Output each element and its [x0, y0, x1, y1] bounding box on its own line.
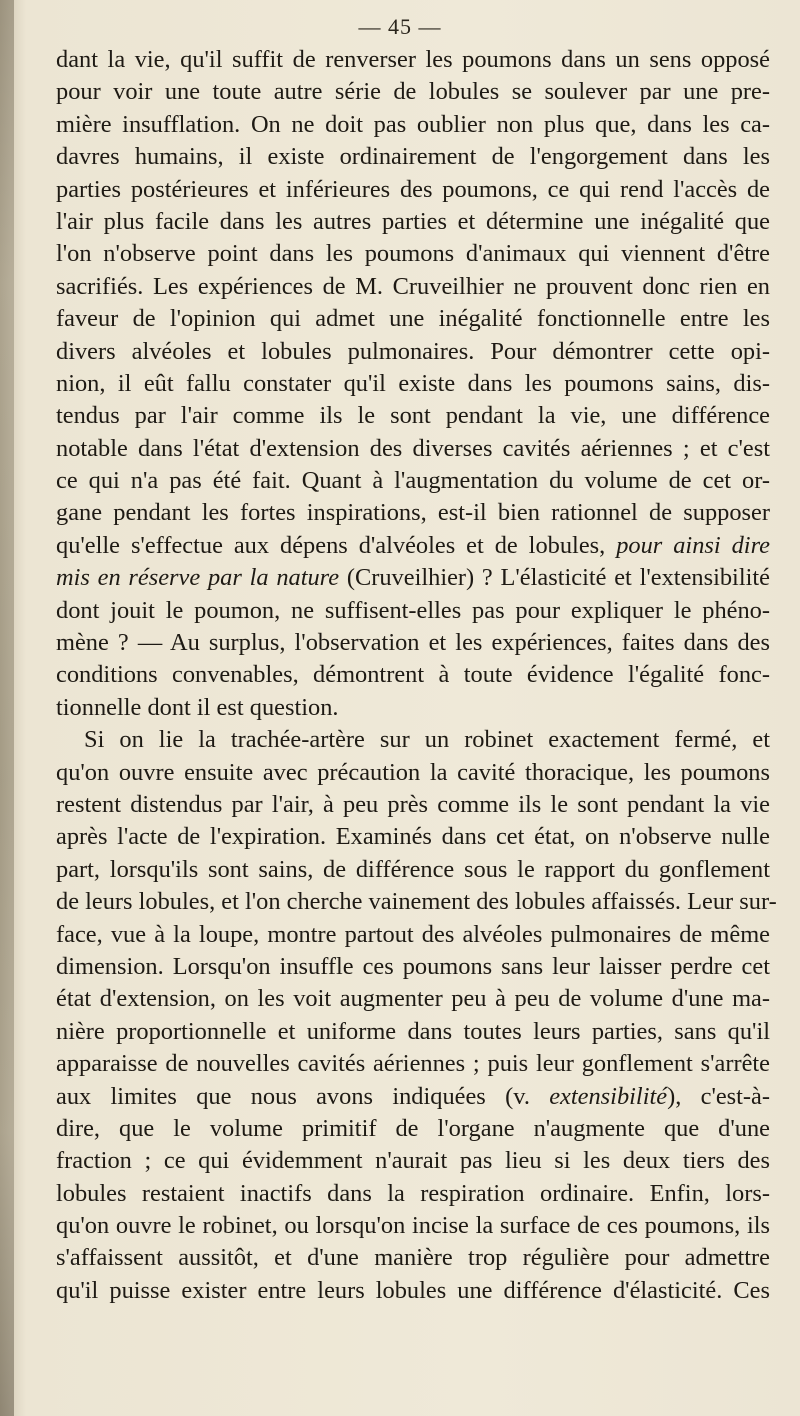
text-segment: gane pendant les fortes inspirations, est-il bien rationnel de supposer: [56, 499, 770, 527]
text-segment: restent distendus par l'air, à peu près comme ils le sont pendant la vie: [56, 790, 770, 818]
body-text: [56, 44, 777, 1307]
text-segment: tionnelle dont il est question.: [56, 693, 339, 721]
text-segment: dire, que le volume primitif de l'organe n'augmente que d'une: [56, 1114, 770, 1142]
text-segment: ), c'est-à-: [667, 1082, 770, 1110]
text-line: [56, 983, 770, 1015]
text-segment: fraction ; ce qui évidemment n'aurait pas lieu si les deux tiers des: [56, 1147, 770, 1175]
text-segment: aux limites que nous avons indiquées (v.: [56, 1082, 550, 1110]
text-line: [56, 1275, 770, 1307]
text-line: [56, 789, 770, 821]
text-segment: qu'on ouvre le robinet, ou lorsqu'on incise la surface de ces poumons, ils: [56, 1212, 770, 1240]
text-line: [56, 1178, 770, 1210]
text-segment: dimension. Lorsqu'on insuffle ces poumons sans leur laisser perdre cet: [56, 952, 770, 980]
text-segment: après l'acte de l'expiration. Examinés dans cet état, on n'observe nulle: [56, 823, 770, 851]
text-segment: davres humains, il existe ordinairement de l'engorgement dans les: [56, 143, 770, 171]
text-line: [56, 271, 770, 303]
text-segment: lobules restaient inactifs dans la respiration ordinaire. Enfin, lors-: [56, 1179, 770, 1207]
text-segment: (Cruveilhier) ? L'élasticité et l'extensibilité: [339, 564, 770, 592]
text-segment: mène ? — Au surplus, l'observation et les expériences, faites dans des: [56, 629, 770, 657]
text-line: [56, 530, 770, 562]
text-line: [56, 336, 770, 368]
text-line: [56, 1016, 770, 1048]
italic-text: pour ainsi dire: [616, 531, 770, 559]
text-segment: sacrifiés. Les expériences de M. Cruveilhier ne prouvent donc rien en: [56, 272, 770, 300]
text-segment: qu'on ouvre ensuite avec précaution la cavité thoracique, les poumons: [56, 758, 770, 786]
text-segment: notable dans l'état d'extension des diverses cavités aériennes ; et c'est: [56, 434, 770, 462]
text-segment: tendus par l'air comme ils le sont pendant la vie, une différence: [56, 402, 770, 430]
text-segment: nière proportionnelle et uniforme dans toutes leurs parties, sans qu'il: [56, 1017, 770, 1045]
text-segment: conditions convenables, démontrent à toute évidence l'égalité fonc-: [56, 661, 770, 689]
text-line: [56, 1210, 770, 1242]
text-line: [56, 757, 770, 789]
text-line: [56, 368, 770, 400]
text-segment: l'air plus facile dans les autres parties et détermine une inégalité que: [56, 207, 770, 235]
text-line: [56, 724, 770, 756]
text-line: [56, 1048, 770, 1080]
page-number: — 45 —: [358, 14, 442, 39]
text-line: [56, 1081, 770, 1113]
italic-text: mis en réserve par la nature: [56, 564, 340, 592]
text-segment: état d'extension, on les voit augmenter peu à peu de volume d'une ma-: [56, 985, 770, 1013]
text-segment: parties postérieures et inférieures des poumons, ce qui rend l'accès de: [56, 175, 770, 203]
text-line: [56, 206, 770, 238]
text-line: [56, 1113, 770, 1145]
text-segment: ce qui n'a pas été fait. Quant à l'augmentation du volume de cet or-: [56, 467, 770, 495]
italic-text: extensibilité: [549, 1082, 668, 1110]
text-segment: faveur de l'opinion qui admet une inégalité fonctionnelle entre les: [56, 305, 770, 333]
text-line: [56, 303, 770, 335]
text-line: [56, 44, 770, 76]
text-line: [56, 886, 777, 918]
text-segment: de leurs lobules, et l'on cherche vainement des lobules affaissés. Leur sur-: [56, 888, 777, 916]
text-line: [56, 919, 770, 951]
text-segment: dant la vie, qu'il suffit de renverser les poumons dans un sens opposé: [56, 46, 770, 73]
text-segment: divers alvéoles et lobules pulmonaires. Pour démontrer cette opi-: [56, 337, 770, 365]
text-line: [56, 692, 770, 724]
text-line: [56, 400, 770, 432]
text-line: [56, 497, 770, 529]
text-line: [56, 76, 770, 108]
text-line: [56, 1145, 770, 1177]
text-line: [56, 174, 770, 206]
text-segment: nion, il eût fallu constater qu'il existe dans les poumons sains, dis-: [56, 369, 770, 397]
text-line: [56, 821, 770, 853]
text-segment: part, lorsqu'ils sont sains, de différence sous le rapport du gonflement: [56, 855, 770, 883]
text-line: [56, 433, 770, 465]
text-segment: dont jouit le poumon, ne suffisent-elles pas pour expliquer le phéno-: [56, 596, 770, 624]
text-segment: pour voir une toute autre série de lobules se soulever par une pre-: [56, 78, 770, 106]
text-segment: Si on lie la trachée-artère sur un robinet exactement fermé, et: [84, 726, 770, 754]
text-segment: apparaisse de nouvelles cavités aériennes ; puis leur gonflement s'arrête: [56, 1050, 770, 1078]
text-line: [56, 141, 770, 173]
text-line: [56, 951, 770, 983]
text-line: [56, 659, 770, 691]
text-line: [56, 1242, 770, 1274]
text-line: [56, 854, 770, 886]
text-segment: l'on n'observe point dans les poumons d'animaux qui viennent d'être: [56, 240, 770, 268]
text-line: [56, 595, 770, 627]
text-segment: s'affaissent aussitôt, et d'une manière trop régulière pour admettre: [56, 1244, 770, 1272]
text-line: [56, 627, 770, 659]
text-segment: mière insufflation. On ne doit pas oublier non plus que, dans les ca-: [56, 110, 770, 138]
text-segment: qu'il puisse exister entre leurs lobules une différence d'élasticité. Ces: [56, 1276, 770, 1304]
text-segment: face, vue à la loupe, montre partout des alvéoles pulmonaires de même: [56, 920, 770, 948]
text-line: [56, 109, 770, 141]
text-line: [56, 465, 770, 497]
binding-gutter: [0, 0, 14, 1416]
text-segment: qu'elle s'effectue aux dépens d'alvéoles et de lobules,: [56, 531, 617, 559]
text-line: [56, 562, 770, 594]
text-line: [56, 238, 770, 270]
